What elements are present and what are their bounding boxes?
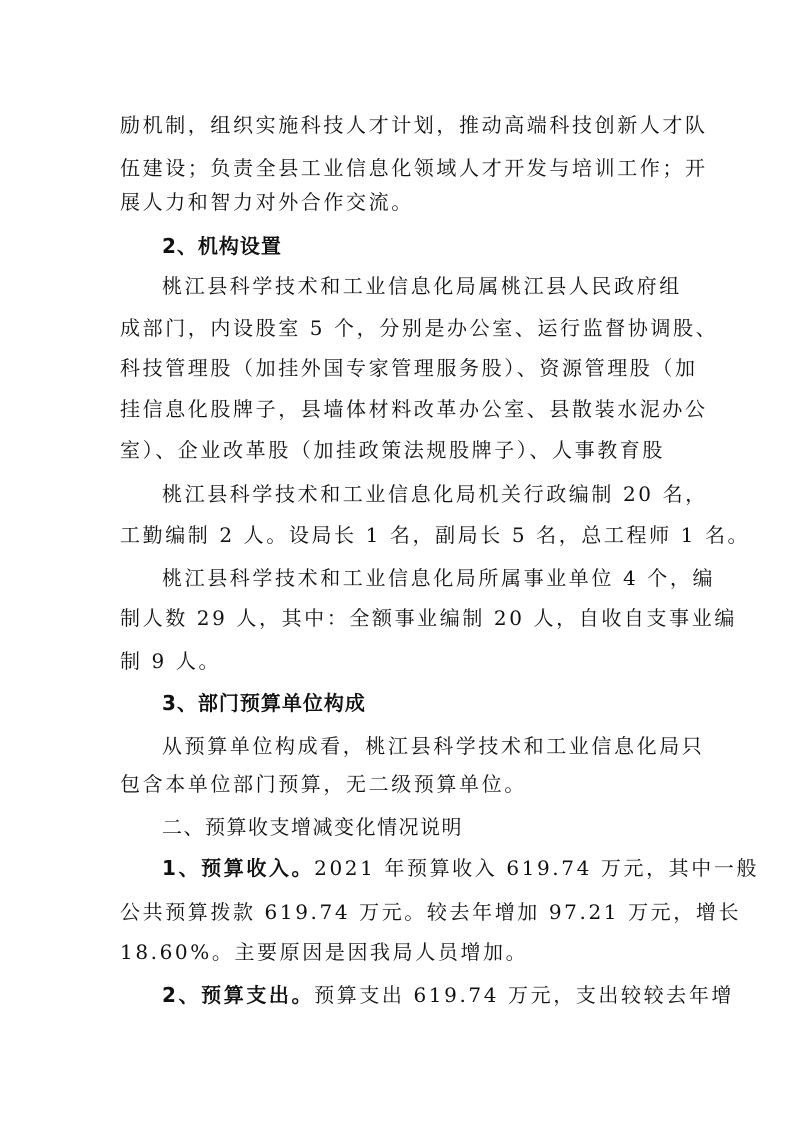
paragraph-line: 科技管理股（加挂外国专家管理服务股）、资源管理股（加 [120,356,698,380]
paragraph-line: 工勤编制 2 人。设局长 1 名，副局长 5 名，总工程师 1 名。 [120,523,751,547]
paragraph-line: 伍建设；负责全县工业信息化领域人才开发与培训工作；开 [120,156,708,180]
bold-lead-income: 1、预算收入。 [162,856,315,880]
paragraph-line: 展人力和智力对外合作交流。 [120,190,414,214]
paragraph-line: 成部门，内设股室 5 个，分别是办公室、运行监督协调股、 [120,316,719,340]
paragraph-line: 制 9 人。 [120,649,222,673]
paragraph-line: 挂信息化股牌子，县墙体材料改革办公室、县散装水泥办公 [120,397,708,421]
paragraph-line: 从预算单位构成看，桃江县科学技术和工业信息化局只 [162,734,705,758]
paragraph-line: 18.60%。主要原因是因我局人员增加。 [120,940,529,964]
paragraph-text: 预算支出 619.74 万元，支出较较去年增 [314,983,735,1007]
paragraph-line: 桃江县科学技术和工业信息化局机关行政编制 20 名， [162,482,708,506]
paragraph-line [162,980,734,1010]
paragraph-line: 室）、企业改革股（加挂政策法规股牌子）、人事教育股 [120,438,665,462]
paragraph-line: 桃江县科学技术和工业信息化局所属事业单位 4 个，编 [162,566,716,590]
heading-institution-setup: 2、机构设置 [162,234,282,258]
paragraph-line: 公共预算拨款 619.74 万元。较去年增加 97.21 万元，增长 [120,900,742,924]
paragraph-line: 励机制，组织实施科技人才计划，推动高端科技创新人才队 [120,113,708,137]
section-title: 二、预算收支增减变化情况说明 [162,815,463,839]
paragraph-line: 包含本单位部门预算，无二级预算单位。 [120,772,527,796]
paragraph-line [162,853,759,883]
bold-lead-expenditure: 2、预算支出。 [162,983,315,1007]
paragraph-line: 制人数 29 人，其中：全额事业编制 20 人，自收自支事业编 [120,606,737,630]
paragraph-text: 2021 年预算收入 619.74 万元，其中一般 [314,856,760,880]
heading-budget-unit: 3、部门预算单位构成 [162,691,366,715]
paragraph-line: 桃江县科学技术和工业信息化局属桃江县人民政府组 [162,274,682,298]
